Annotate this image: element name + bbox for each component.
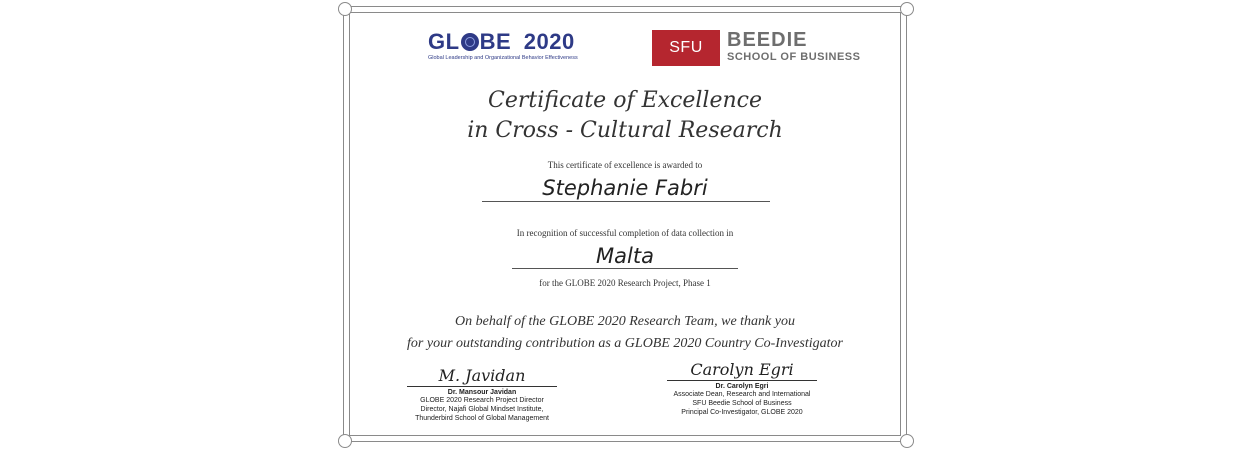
globe-icon	[461, 33, 479, 51]
signature-image: M. Javidan	[438, 366, 526, 385]
signatory-title: GLOBE 2020 Research Project Director	[420, 397, 544, 404]
signatory-block-egri	[642, 360, 842, 417]
sfu-box: SFU	[652, 30, 720, 66]
school-name: SCHOOL OF BUSINESS	[727, 51, 861, 63]
certificate-subtitle: in Cross - Cultural Research	[467, 118, 783, 143]
corner-ornament	[338, 434, 352, 448]
signatory-title: Director, Najafi Global Mindset Institute,	[420, 406, 544, 413]
beedie-name: BEEDIE	[727, 29, 808, 51]
signatory-title: Thunderbird School of Global Management	[415, 415, 549, 422]
sfu-beedie-logo	[652, 29, 861, 66]
name-underline	[482, 201, 770, 202]
signatory-title: Principal Co-Investigator, GLOBE 2020	[681, 409, 803, 416]
country-underline	[512, 268, 738, 269]
signatory-title: Associate Dean, Research and International	[673, 391, 811, 398]
logo-tagline: Global Leadership and Organizational Behavior Effectiveness	[428, 55, 578, 61]
signature-line	[407, 386, 557, 387]
country-name: Malta	[596, 244, 654, 268]
signature-image: Carolyn Egri	[690, 360, 794, 379]
project-text: for the GLOBE 2020 Research Project, Phase 1	[539, 278, 711, 288]
recipient-name: Stephanie Fabri	[542, 176, 708, 200]
corner-ornament	[900, 434, 914, 448]
logo-text: BE	[479, 29, 512, 54]
signatory-name: Dr. Carolyn Egri	[715, 383, 769, 390]
recognition-text: In recognition of successful completion of data collection in	[516, 228, 734, 238]
thanks-line: for your outstanding contribution as a GLOBE 2020 Country Co-Investigator	[407, 336, 843, 351]
corner-ornament	[338, 2, 352, 16]
signatory-title: SFU Beedie School of Business	[692, 400, 792, 407]
thanks-line: On behalf of the GLOBE 2020 Research Team, we thank you	[455, 314, 795, 329]
corner-ornament	[900, 2, 914, 16]
logo-year: 2020	[523, 29, 575, 54]
certificate-title: Certificate of Excellence	[487, 88, 762, 113]
logo-text: GL	[428, 29, 460, 54]
awarded-to-text: This certificate of excellence is awarded to	[547, 160, 703, 170]
signature-line	[667, 380, 817, 381]
globe-2020-logo	[428, 30, 608, 70]
signatory-block-javidan	[382, 366, 582, 423]
signatory-name: Dr. Mansour Javidan	[447, 389, 517, 396]
